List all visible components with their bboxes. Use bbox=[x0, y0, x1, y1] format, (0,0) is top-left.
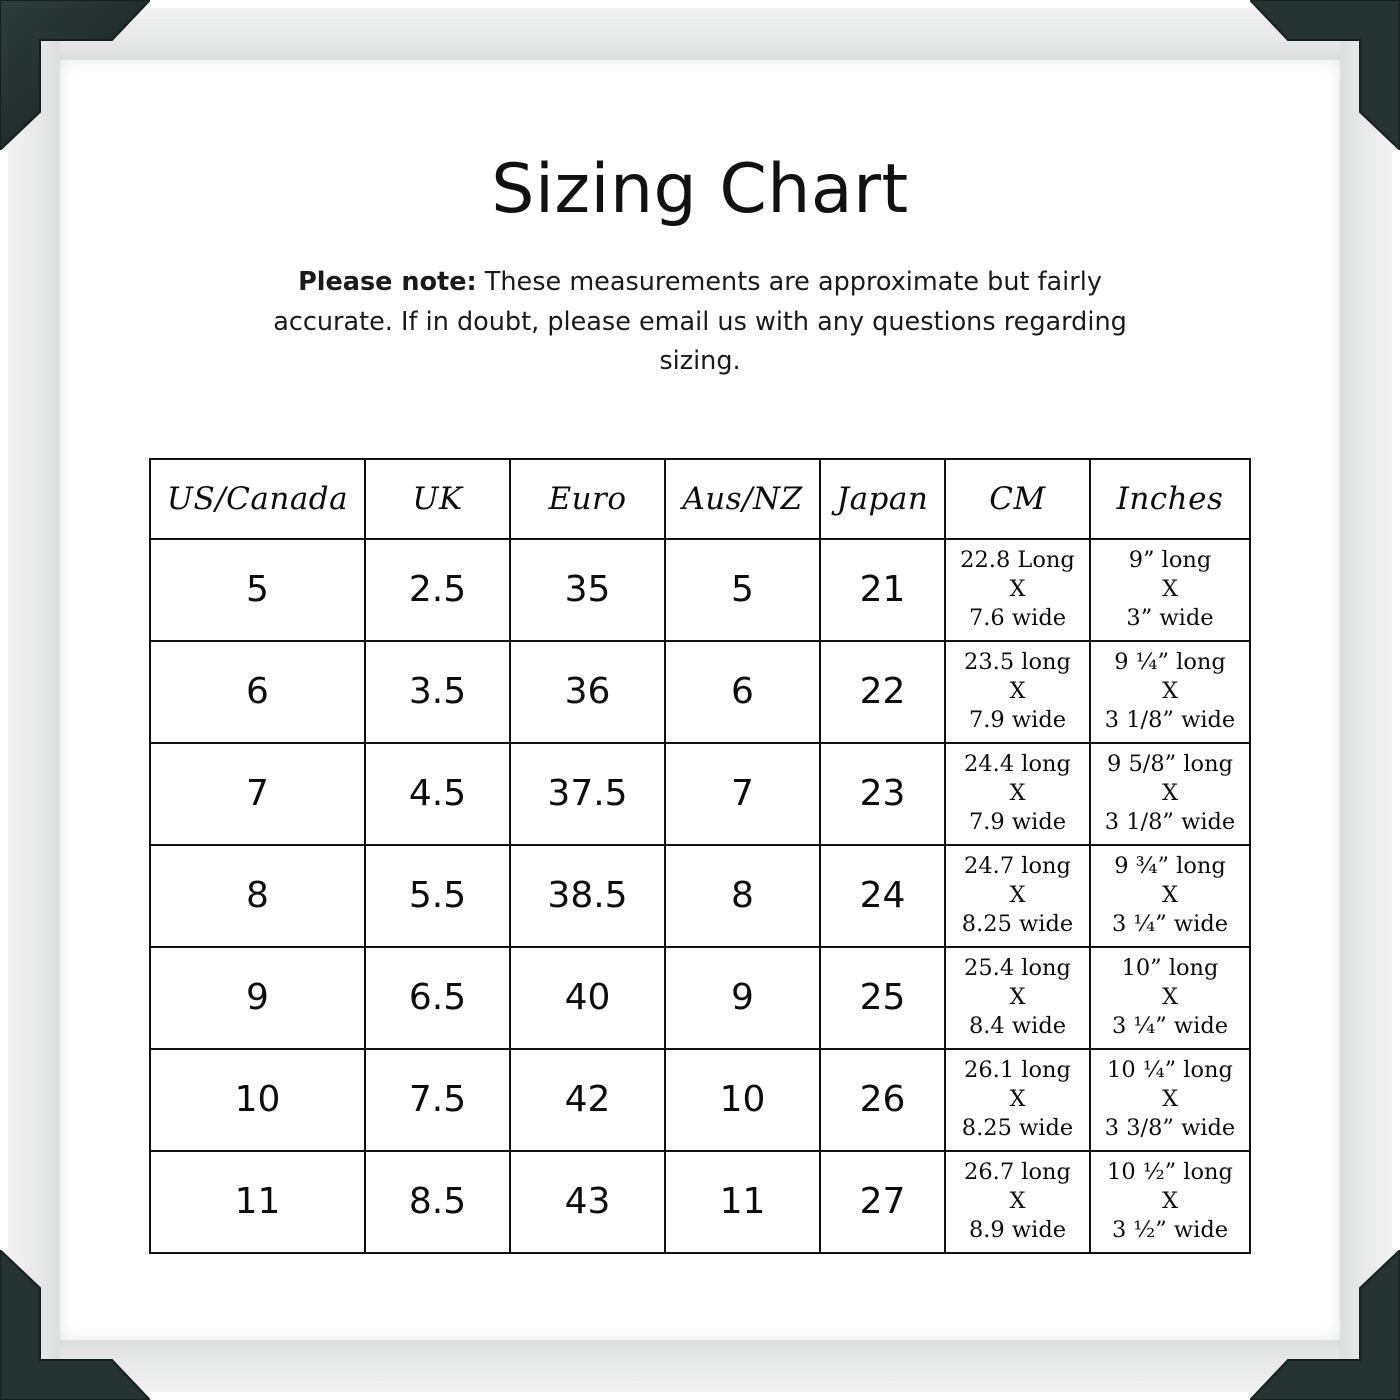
inches-separator: X bbox=[1161, 882, 1179, 909]
column-header-cm: CM bbox=[945, 459, 1090, 539]
cell-euro: 40 bbox=[510, 947, 665, 1049]
cell-japan: 21 bbox=[820, 539, 945, 641]
cell-us: 11 bbox=[150, 1151, 365, 1253]
inches-separator: X bbox=[1161, 780, 1179, 807]
page-title: Sizing Chart bbox=[491, 150, 909, 229]
cell-japan: 24 bbox=[820, 845, 945, 947]
cell-euro: 35 bbox=[510, 539, 665, 641]
inches-width: 3” wide bbox=[1126, 604, 1214, 631]
cell-us: 8 bbox=[150, 845, 365, 947]
cell-uk: 4.5 bbox=[365, 743, 510, 845]
corner-protector-bottom-right-icon bbox=[1250, 1250, 1400, 1400]
cell-euro: 37.5 bbox=[510, 743, 665, 845]
cm-length: 26.7 long bbox=[964, 1159, 1071, 1186]
cell-aus: 6 bbox=[665, 641, 820, 743]
cm-width: 8.25 wide bbox=[961, 1114, 1074, 1141]
table-row bbox=[150, 1151, 1250, 1253]
corner-protector-bottom-left-icon bbox=[0, 1250, 150, 1400]
cm-width: 7.9 wide bbox=[968, 706, 1067, 733]
cm-width: 7.9 wide bbox=[968, 808, 1067, 835]
cell-us: 9 bbox=[150, 947, 365, 1049]
cell-uk: 8.5 bbox=[365, 1151, 510, 1253]
cm-length: 24.7 long bbox=[964, 853, 1071, 880]
inches-separator: X bbox=[1161, 984, 1179, 1011]
table-row bbox=[150, 845, 1250, 947]
cm-width: 7.6 wide bbox=[968, 604, 1067, 631]
cell-inches bbox=[1090, 743, 1250, 845]
cell-us: 5 bbox=[150, 539, 365, 641]
cell-inches bbox=[1090, 1049, 1250, 1151]
cell-euro: 38.5 bbox=[510, 845, 665, 947]
sizing-table bbox=[149, 458, 1251, 1254]
mat-edge-right bbox=[1340, 8, 1392, 1392]
table-row bbox=[150, 743, 1250, 845]
mat-edge-bottom bbox=[8, 1340, 1392, 1392]
cm-length: 26.1 long bbox=[964, 1057, 1071, 1084]
column-header-aus-nz: Aus/NZ bbox=[665, 459, 820, 539]
cell-aus: 8 bbox=[665, 845, 820, 947]
cell-euro: 43 bbox=[510, 1151, 665, 1253]
cell-inches bbox=[1090, 845, 1250, 947]
table-row bbox=[150, 1049, 1250, 1151]
inches-length: 10 ¼” long bbox=[1107, 1057, 1233, 1084]
inches-length: 9 ¾” long bbox=[1114, 853, 1226, 880]
cell-us: 10 bbox=[150, 1049, 365, 1151]
cell-aus: 7 bbox=[665, 743, 820, 845]
cell-us: 6 bbox=[150, 641, 365, 743]
cell-cm bbox=[945, 845, 1090, 947]
cm-separator: X bbox=[1009, 678, 1026, 705]
cm-separator: X bbox=[1009, 882, 1026, 909]
cell-inches bbox=[1090, 1151, 1250, 1253]
cell-uk: 2.5 bbox=[365, 539, 510, 641]
cell-uk: 6.5 bbox=[365, 947, 510, 1049]
cell-cm bbox=[945, 1049, 1090, 1151]
table-row bbox=[150, 641, 1250, 743]
cm-length: 25.4 long bbox=[964, 955, 1071, 982]
column-header-inches: Inches bbox=[1090, 459, 1250, 539]
cm-separator: X bbox=[1009, 576, 1026, 603]
cell-cm bbox=[945, 641, 1090, 743]
cm-separator: X bbox=[1009, 1086, 1026, 1113]
inches-length: 9 ¼” long bbox=[1114, 649, 1226, 676]
cell-us: 7 bbox=[150, 743, 365, 845]
column-header-japan: Japan bbox=[820, 459, 945, 539]
note-label: Please note: bbox=[298, 267, 477, 297]
note-text: These measurements are approximate but fairly accurate. If in doubt, please email us with any questions regarding sizing. bbox=[273, 267, 1127, 377]
cell-cm bbox=[945, 947, 1090, 1049]
corner-protector-top-left-icon bbox=[0, 0, 150, 150]
cell-japan: 27 bbox=[820, 1151, 945, 1253]
inches-width: 3 ½” wide bbox=[1111, 1216, 1229, 1243]
cell-cm bbox=[945, 539, 1090, 641]
cell-euro: 42 bbox=[510, 1049, 665, 1151]
cm-length: 24.4 long bbox=[964, 751, 1071, 778]
cm-length: 23.5 long bbox=[964, 649, 1071, 676]
inches-length: 9” long bbox=[1128, 547, 1212, 574]
inches-width: 3 3/8” wide bbox=[1104, 1114, 1236, 1141]
document-content bbox=[120, 150, 1280, 1254]
cell-inches bbox=[1090, 947, 1250, 1049]
table-body bbox=[150, 539, 1250, 1253]
cm-separator: X bbox=[1009, 984, 1026, 1011]
cell-euro: 36 bbox=[510, 641, 665, 743]
inches-separator: X bbox=[1161, 678, 1179, 705]
cell-aus: 11 bbox=[665, 1151, 820, 1253]
inches-length: 10 ½” long bbox=[1107, 1159, 1233, 1186]
inches-separator: X bbox=[1161, 576, 1179, 603]
cell-japan: 22 bbox=[820, 641, 945, 743]
cm-length: 22.8 Long bbox=[960, 547, 1075, 574]
cm-separator: X bbox=[1009, 1188, 1026, 1215]
cell-cm bbox=[945, 743, 1090, 845]
cell-japan: 23 bbox=[820, 743, 945, 845]
inches-width: 3 ¼” wide bbox=[1111, 1012, 1229, 1039]
table-header bbox=[150, 459, 1250, 539]
cell-uk: 5.5 bbox=[365, 845, 510, 947]
column-header-euro: Euro bbox=[510, 459, 665, 539]
cell-inches bbox=[1090, 539, 1250, 641]
inches-length: 9 5/8” long bbox=[1107, 751, 1233, 778]
cell-inches bbox=[1090, 641, 1250, 743]
table-row bbox=[150, 539, 1250, 641]
note-paragraph bbox=[250, 263, 1150, 382]
inches-length: 10” long bbox=[1121, 955, 1219, 982]
cell-aus: 10 bbox=[665, 1049, 820, 1151]
cell-cm bbox=[945, 1151, 1090, 1253]
inches-separator: X bbox=[1161, 1188, 1179, 1215]
column-header-us-canada: US/Canada bbox=[150, 459, 365, 539]
column-header-uk: UK bbox=[365, 459, 510, 539]
cm-separator: X bbox=[1009, 780, 1026, 807]
inches-width: 3 1/8” wide bbox=[1104, 706, 1236, 733]
inches-width: 3 1/8” wide bbox=[1104, 808, 1236, 835]
table-row bbox=[150, 947, 1250, 1049]
cell-aus: 5 bbox=[665, 539, 820, 641]
cm-width: 8.25 wide bbox=[961, 910, 1074, 937]
inches-separator: X bbox=[1161, 1086, 1179, 1113]
cell-uk: 3.5 bbox=[365, 641, 510, 743]
cm-width: 8.4 wide bbox=[968, 1012, 1067, 1039]
table-header-row bbox=[150, 459, 1250, 539]
cell-japan: 25 bbox=[820, 947, 945, 1049]
cell-aus: 9 bbox=[665, 947, 820, 1049]
cell-uk: 7.5 bbox=[365, 1049, 510, 1151]
cell-japan: 26 bbox=[820, 1049, 945, 1151]
inches-width: 3 ¼” wide bbox=[1111, 910, 1229, 937]
corner-protector-top-right-icon bbox=[1250, 0, 1400, 150]
mat-edge-top bbox=[8, 8, 1392, 60]
mat-edge-left bbox=[8, 8, 60, 1392]
cm-width: 8.9 wide bbox=[968, 1216, 1067, 1243]
